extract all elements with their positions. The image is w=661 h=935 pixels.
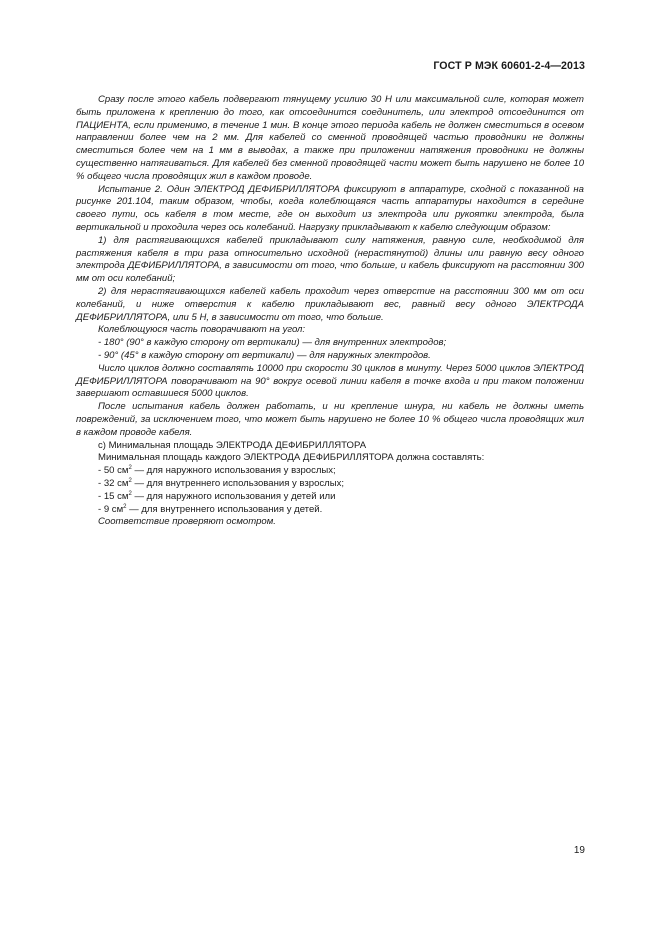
page-number: 19: [573, 845, 585, 856]
list-item-external-electrodes: - 90° (45° в каждую сторону от вертикали) — для наружных электродов.: [98, 349, 431, 361]
section-heading-minimum-area: с) Минимальная площадь ЭЛЕКТРОДА ДЕФИБРИЛЛЯТОРА: [98, 439, 367, 451]
paragraph-compliance: Соответствие проверяют осмотром.: [98, 516, 276, 528]
area-list-item: - 32 $см^2$ — для внутреннего использования у взрослых;: [98, 477, 345, 489]
document-code-header: ГОСТ Р МЭК 60601-2-4—2013: [433, 60, 585, 72]
area-list-item: - 50 $см^2$ — для наружного использования у взрослых;: [98, 465, 336, 477]
paragraph-stretchable-cables: 1) для растягивающихся кабелей прикладывают силу натяжения, равную силе, необходимой для растяжения кабеля в три раза относительно исходной (нерастянутой) длины или равную весу одного электрода ДЕФИБРИЛЛЯТОРА, в зависимости от того, что больше, и кабель фиксируют на расстоянии 300 мм от оси колебаний;: [76, 234, 584, 285]
area-list-item: - 9 $см^2$ — для внутреннего использования у детей.: [98, 503, 323, 515]
area-list-item: - 15 $см^2$ — для наружного использования у детей или: [98, 490, 336, 502]
paragraph-rotation-angle: Колеблющуюся часть поворачивают на угол:: [98, 324, 306, 336]
page-content: [76, 94, 584, 529]
paragraph-after-test: После испытания кабель должен работать, и ни крепление шнура, ни кабель не должны иметь повреждений, за исключением того, что может быть нарушено не более 10 % общего числа проводящих жил в каждом проводе кабеля.: [76, 401, 584, 438]
paragraph-cycle-count: Число циклов должно составлять 10000 при скорости 30 циклов в минуту. Через 5000 циклов ЭЛЕКТРОД ДЕФИБРИЛЛЯТОРА поворачивают на 90° вокруг осевой линии кабеля в точке входа и при таком положении завершают оставшиеся 5000 циклов.: [76, 362, 584, 400]
paragraph-pull-test: Сразу после этого кабель подвергают тянущему усилию 30 Н или максимальной силе, которая может быть приложена к креплению до того, как отсоединится соединитель, или электрод отсоединится от ПАЦИЕНТА, если применимо, в течение 1 мин. В конце этого периода кабель не должен сместиться в осевом направлении более чем на 2 мм. Для кабелей со сменной проводящей частью проводники не должны сместиться более чем на 1 мм в выводах, а также при приложении натяжения проводники не должны существенно натягиваться. Для кабелей без сменной проводящей части может быть нарушено не более 10 % общего числа проводящих жил в каждом проводе.: [76, 94, 584, 182]
paragraph-minimum-area: Минимальная площадь каждого ЭЛЕКТРОДА ДЕФИБРИЛЛЯТОРА должна составлять:: [98, 452, 485, 464]
list-item-internal-electrodes: - 180° (90° в каждую сторону от вертикали) — для внутренних электродов;: [98, 337, 447, 349]
paragraph-test-2: Испытание 2. Один ЭЛЕКТРОД ДЕФИБРИЛЛЯТОРА фиксируют в аппаратуре, сходной с показанной на рисунке 201.104, таким образом, чтобы, когда колеблющаяся часть аппаратуры находится в середине своего пути, ось кабеля в том месте, где он выходит из электрода или рукоятки электрода, была вертикальной и проходила через ось колебаний. Нагрузку прикладывают к кабелю следующим образом:: [76, 183, 584, 233]
paragraph-non-stretchable-cables: 2) для нерастягивающихся кабелей кабель проходит через отверстие на расстоянии 300 мм от оси колебаний, и ниже отверстия к кабелю прикладывают вес, равный весу одного ЭЛЕКТРОДА ДЕФИБРИЛЛЯТОРА, или 5 Н, в зависимости от того, что больше.: [76, 285, 584, 323]
